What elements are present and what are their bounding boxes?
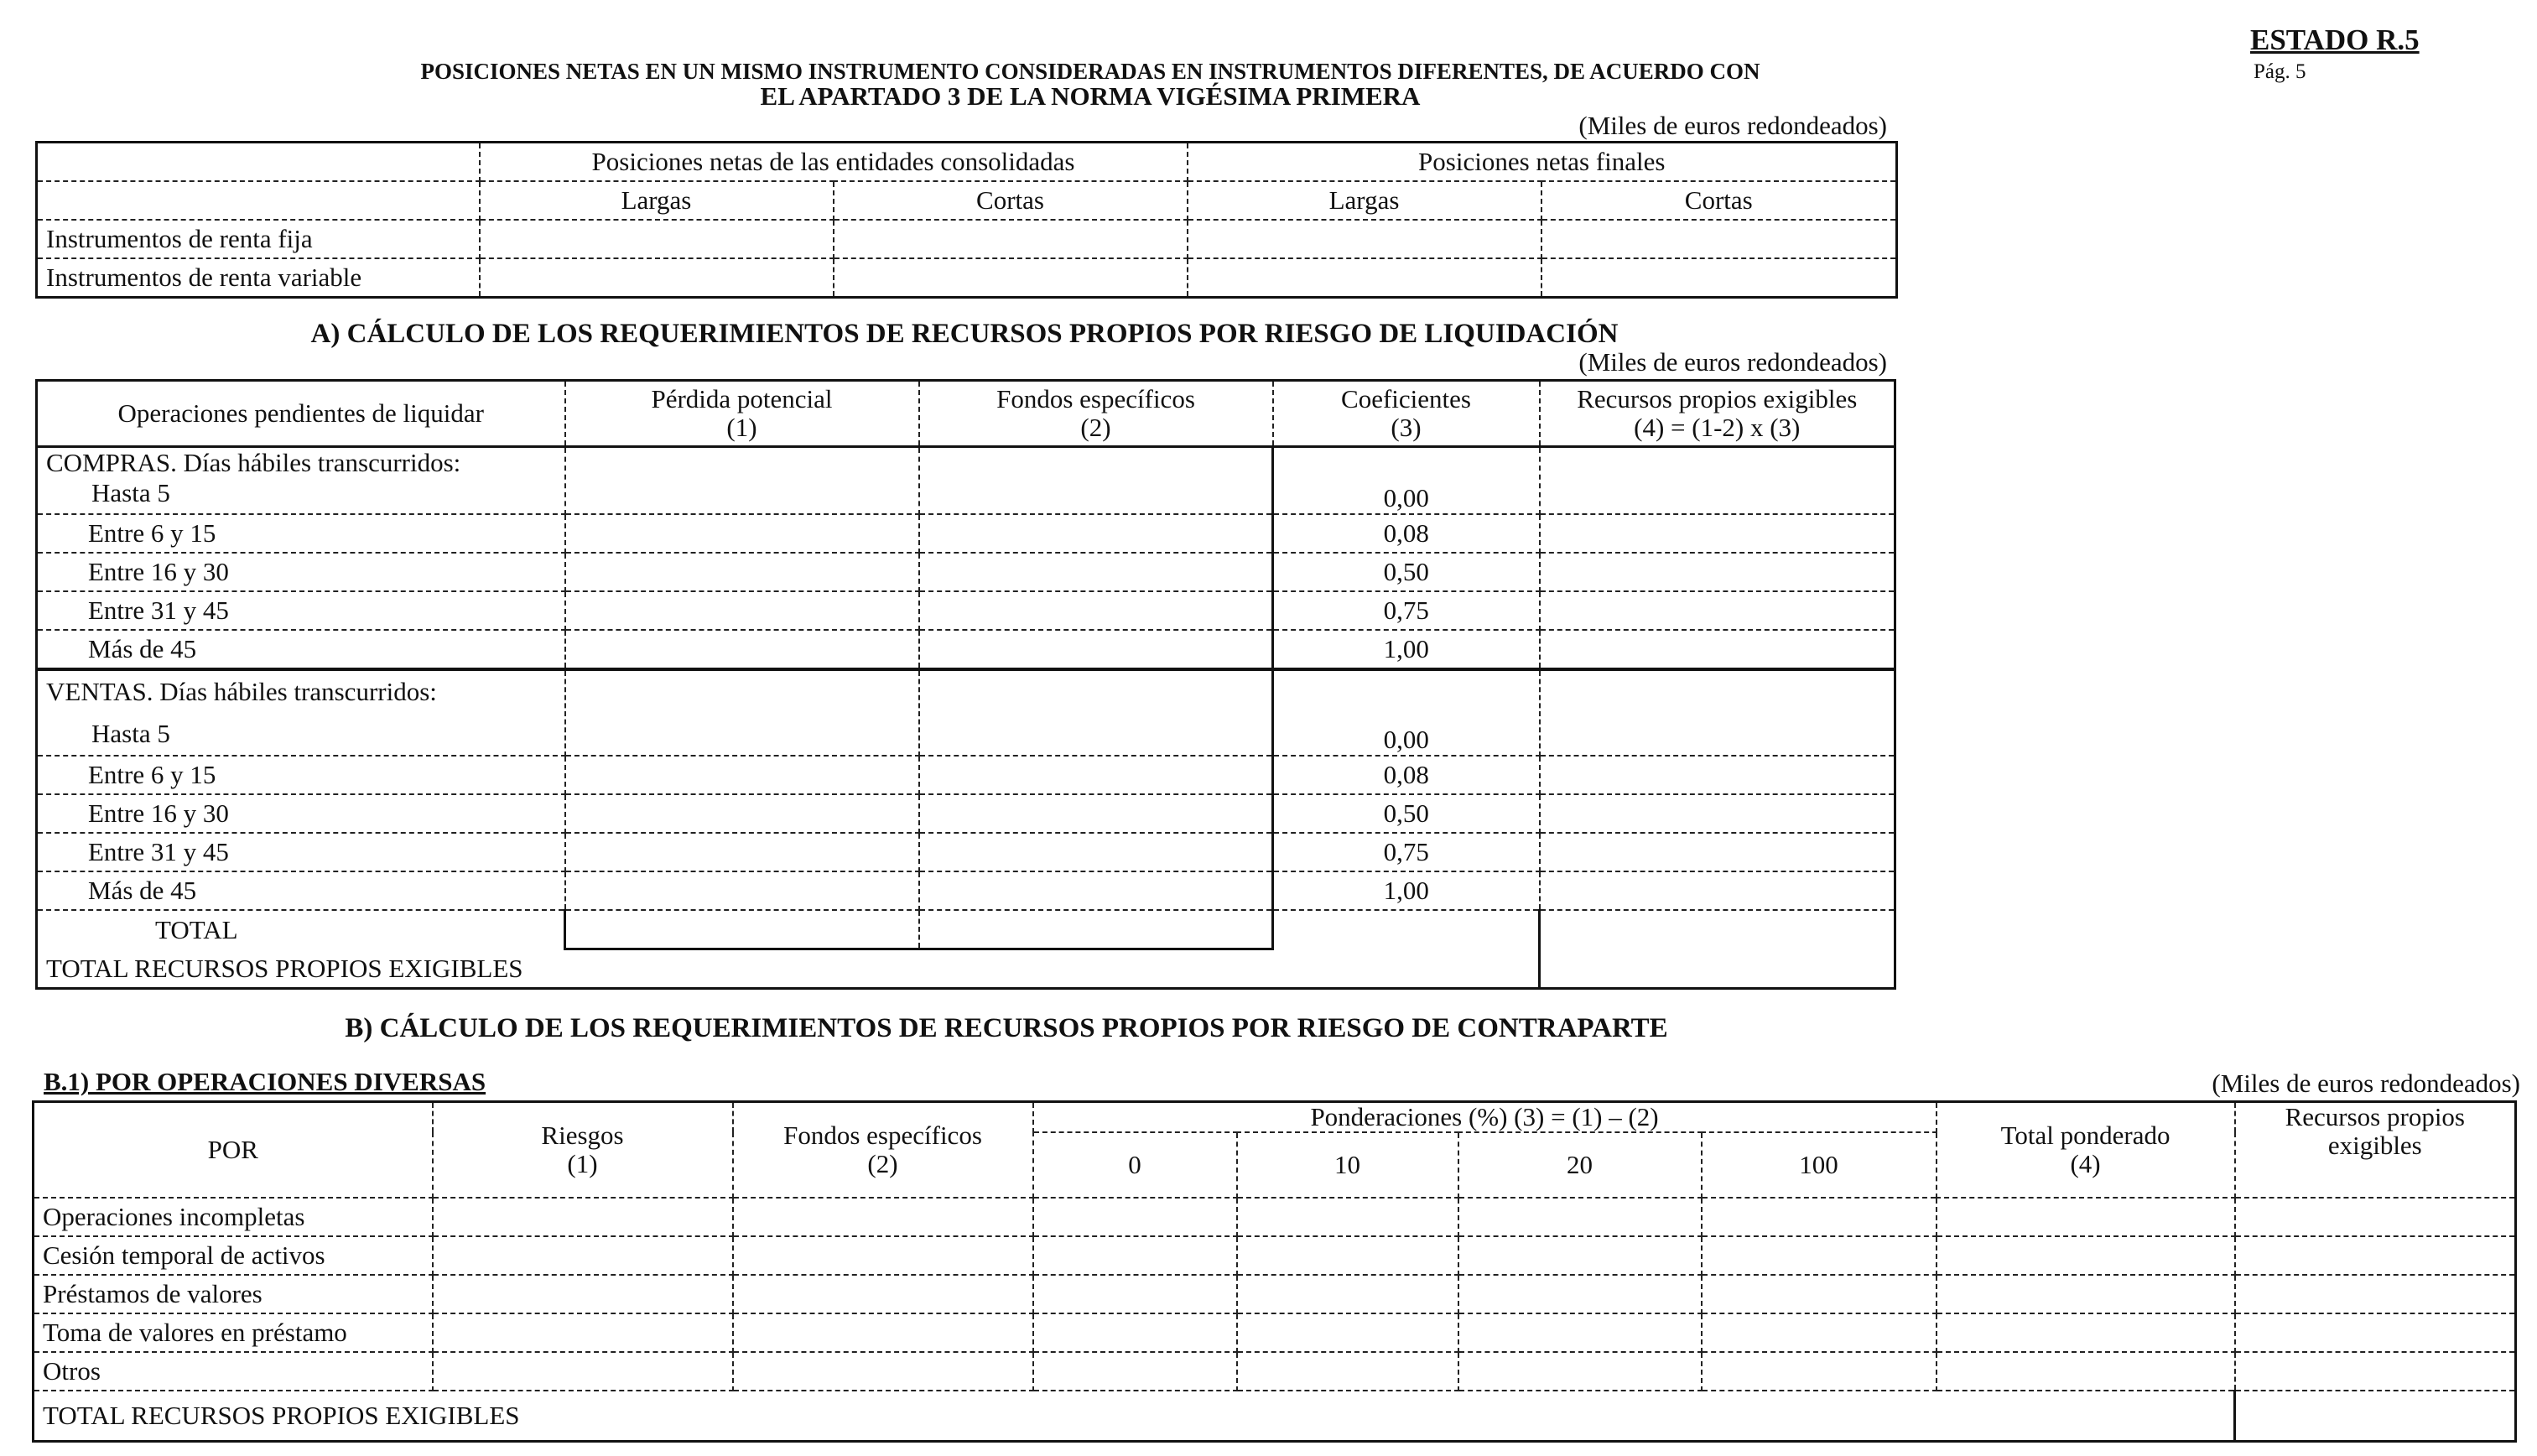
input-cell[interactable] bbox=[919, 591, 1273, 630]
input-cell[interactable] bbox=[1937, 1352, 2235, 1391]
coef-cell: 1,00 bbox=[1273, 871, 1540, 910]
input-cell[interactable] bbox=[1540, 591, 1895, 630]
input-cell[interactable] bbox=[1458, 1275, 1702, 1313]
input-cell[interactable] bbox=[919, 756, 1273, 794]
input-cell[interactable] bbox=[1540, 514, 1895, 553]
positions-table bbox=[35, 141, 1898, 299]
input-cell[interactable] bbox=[433, 1275, 733, 1313]
col-cortas-1: Cortas bbox=[834, 181, 1188, 220]
ventas-row-label: Entre 6 y 15 bbox=[37, 756, 565, 794]
compras-row-label: Entre 6 y 15 bbox=[37, 514, 565, 553]
row-renta-variable: Instrumentos de renta variable bbox=[37, 258, 480, 298]
blank-cell bbox=[1540, 910, 1895, 949]
input-cell[interactable] bbox=[919, 794, 1273, 833]
hdr-perdida-b: (1) bbox=[726, 413, 757, 442]
input-cell[interactable] bbox=[565, 630, 919, 669]
section-a-unit: (Miles de euros redondeados) bbox=[1578, 347, 1887, 377]
input-cell[interactable] bbox=[1937, 1236, 2235, 1275]
input-cell[interactable] bbox=[834, 258, 1188, 298]
page-number: Pág. 5 bbox=[2254, 60, 2306, 83]
hdr-total-a: Total ponderado bbox=[2000, 1121, 2170, 1150]
row-label: Cesión temporal de activos bbox=[34, 1236, 433, 1275]
input-cell[interactable] bbox=[733, 1198, 1033, 1236]
ventas-block bbox=[37, 669, 565, 756]
input-cell[interactable] bbox=[2235, 1198, 2516, 1236]
hdr-coef-a: Coeficientes bbox=[1341, 384, 1471, 413]
doc-title-line1: POSICIONES NETAS EN UN MISMO INSTRUMENTO CONSIDERADAS EN INSTRUMENTOS DIFERENTES, DE ACUERDO CON bbox=[420, 59, 1760, 84]
hdr-p100: 100 bbox=[1702, 1132, 1937, 1198]
hdr-operaciones: Operaciones pendientes de liquidar bbox=[37, 381, 565, 447]
hdr-riesgos-b: (1) bbox=[567, 1149, 598, 1178]
input-cell[interactable] bbox=[1702, 1236, 1937, 1275]
blank-cell bbox=[1273, 910, 1540, 949]
input-cell[interactable] bbox=[1458, 1236, 1702, 1275]
hdr-fondos-b-a: Fondos específicos bbox=[783, 1121, 982, 1150]
input-cell[interactable] bbox=[1540, 630, 1895, 669]
hdr-p0: 0 bbox=[1033, 1132, 1237, 1198]
input-cell[interactable] bbox=[1540, 871, 1895, 910]
ventas-row-label: Entre 16 y 30 bbox=[37, 794, 565, 833]
section-b1-title: B.1) POR OPERACIONES DIVERSAS bbox=[44, 1067, 486, 1096]
input-cell[interactable] bbox=[2235, 1275, 2516, 1313]
input-cell[interactable] bbox=[565, 514, 919, 553]
coef-cell: 0,75 bbox=[1273, 833, 1540, 871]
input-cell[interactable] bbox=[1033, 1352, 1237, 1391]
input-cell[interactable] bbox=[433, 1236, 733, 1275]
input-cell[interactable] bbox=[1033, 1236, 1237, 1275]
hdr-coef-b: (3) bbox=[1391, 413, 1422, 442]
input-cell[interactable] bbox=[919, 871, 1273, 910]
table1-corner-2 bbox=[37, 181, 480, 220]
row-renta-fija: Instrumentos de renta fija bbox=[37, 220, 480, 258]
section-a-title: A) CÁLCULO DE LOS REQUERIMIENTOS DE RECURSOS PROPIOS POR RIESGO DE LIQUIDACIÓN bbox=[310, 319, 1619, 349]
input-cell[interactable] bbox=[733, 1352, 1033, 1391]
coef-cell: 0,00 bbox=[1273, 669, 1540, 756]
hdr-riesgos bbox=[433, 1102, 733, 1199]
input-cell[interactable] bbox=[565, 669, 919, 756]
input-cell[interactable] bbox=[919, 833, 1273, 871]
estado-label: ESTADO R.5 bbox=[2250, 23, 2420, 56]
input-cell[interactable] bbox=[1540, 794, 1895, 833]
input-cell[interactable] bbox=[1541, 258, 1897, 298]
input-cell[interactable] bbox=[919, 447, 1273, 515]
col-largas-2: Largas bbox=[1188, 181, 1541, 220]
hdr-fondos-b: (2) bbox=[1080, 413, 1111, 442]
input-cell[interactable] bbox=[1540, 833, 1895, 871]
compras-row-label: Entre 16 y 30 bbox=[37, 553, 565, 591]
input-cell[interactable] bbox=[565, 833, 919, 871]
input-cell[interactable] bbox=[1541, 220, 1897, 258]
total-rp-cell[interactable] bbox=[1540, 949, 1895, 989]
ventas-row-label: Entre 31 y 45 bbox=[37, 833, 565, 871]
hdr-riesgos-a: Riesgos bbox=[541, 1121, 624, 1150]
hdr-rp-a: Recursos propios bbox=[2285, 1102, 2465, 1131]
compras-row-label: Entre 31 y 45 bbox=[37, 591, 565, 630]
hdr-p10: 10 bbox=[1237, 1132, 1458, 1198]
ventas-row-label: Hasta 5 bbox=[91, 719, 170, 748]
hdr-por: POR bbox=[34, 1102, 433, 1199]
input-cell[interactable] bbox=[1540, 756, 1895, 794]
table1-unit: (Miles de euros redondeados) bbox=[1578, 111, 1887, 140]
input-cell[interactable] bbox=[1237, 1198, 1458, 1236]
total-rp-label: TOTAL RECURSOS PROPIOS EXIGIBLES bbox=[37, 949, 1540, 989]
input-cell[interactable] bbox=[2235, 1236, 2516, 1275]
hdr-ponderaciones: Ponderaciones (%) (3) = (1) – (2) bbox=[1033, 1102, 1937, 1133]
input-cell[interactable] bbox=[2235, 1313, 2516, 1352]
input-cell[interactable] bbox=[1033, 1275, 1237, 1313]
input-cell[interactable] bbox=[1237, 1275, 1458, 1313]
hdr-rp-b: exigibles bbox=[2327, 1131, 2422, 1160]
liquidacion-table bbox=[35, 379, 1896, 990]
compras-label: COMPRAS. Días hábiles transcurridos: bbox=[46, 448, 461, 477]
input-cell[interactable] bbox=[1702, 1313, 1937, 1352]
input-cell[interactable] bbox=[1033, 1313, 1237, 1352]
coef-cell: 0,08 bbox=[1273, 756, 1540, 794]
hdr-fondos-b-b: (2) bbox=[867, 1149, 898, 1178]
coef-cell: 0,75 bbox=[1273, 591, 1540, 630]
doc-title-line2: EL APARTADO 3 DE LA NORMA VIGÉSIMA PRIMERA bbox=[760, 81, 1421, 111]
col-cortas-2: Cortas bbox=[1541, 181, 1897, 220]
input-cell[interactable] bbox=[480, 258, 834, 298]
hdr-fondos bbox=[919, 381, 1273, 447]
input-cell[interactable] bbox=[565, 794, 919, 833]
coef-cell: 0,50 bbox=[1273, 794, 1540, 833]
ventas-row-label: Más de 45 bbox=[37, 871, 565, 910]
compras-row-label: Más de 45 bbox=[37, 630, 565, 669]
hdr-total-b: (4) bbox=[2070, 1149, 2101, 1178]
hdr-coeficientes bbox=[1273, 381, 1540, 447]
input-cell[interactable] bbox=[919, 514, 1273, 553]
input-cell[interactable] bbox=[565, 591, 919, 630]
input-cell[interactable] bbox=[733, 1275, 1033, 1313]
hdr-fondos-b bbox=[733, 1102, 1033, 1199]
coef-cell: 0,50 bbox=[1273, 553, 1540, 591]
input-cell[interactable] bbox=[1540, 553, 1895, 591]
total-fondos-cell[interactable] bbox=[919, 910, 1273, 949]
compras-block bbox=[37, 447, 565, 515]
input-cell[interactable] bbox=[1237, 1313, 1458, 1352]
input-cell[interactable] bbox=[433, 1313, 733, 1352]
input-cell[interactable] bbox=[1033, 1198, 1237, 1236]
input-cell[interactable] bbox=[1702, 1198, 1937, 1236]
group-consolidadas: Posiciones netas de las entidades consolidadas bbox=[480, 143, 1188, 182]
section-b-title: B) CÁLCULO DE LOS REQUERIMIENTOS DE RECURSOS PROPIOS POR RIESGO DE CONTRAPARTE bbox=[345, 1013, 1668, 1043]
input-cell[interactable] bbox=[1188, 220, 1541, 258]
input-cell[interactable] bbox=[834, 220, 1188, 258]
input-cell[interactable] bbox=[919, 553, 1273, 591]
row-label: Toma de valores en préstamo bbox=[34, 1313, 433, 1352]
section-b-unit: (Miles de euros redondeados) bbox=[2212, 1069, 2520, 1098]
input-cell[interactable] bbox=[1937, 1198, 2235, 1236]
input-cell[interactable] bbox=[2235, 1352, 2516, 1391]
hdr-recursos bbox=[1540, 381, 1895, 447]
input-cell[interactable] bbox=[565, 871, 919, 910]
hdr-p20: 20 bbox=[1458, 1132, 1702, 1198]
hdr-rec-a: Recursos propios exigibles bbox=[1577, 384, 1858, 413]
hdr-rp-exigibles bbox=[2235, 1102, 2516, 1199]
input-cell[interactable] bbox=[1937, 1275, 2235, 1313]
row-label: Operaciones incompletas bbox=[34, 1198, 433, 1236]
total-label: TOTAL bbox=[37, 910, 565, 949]
hdr-rec-b: (4) = (1-2) x (3) bbox=[1634, 413, 1801, 442]
input-cell[interactable] bbox=[1458, 1198, 1702, 1236]
hdr-perdida bbox=[565, 381, 919, 447]
input-cell[interactable] bbox=[480, 220, 834, 258]
input-cell[interactable] bbox=[1702, 1275, 1937, 1313]
row-label: Préstamos de valores bbox=[34, 1275, 433, 1313]
input-cell[interactable] bbox=[1188, 258, 1541, 298]
input-cell[interactable] bbox=[433, 1352, 733, 1391]
input-cell[interactable] bbox=[733, 1313, 1033, 1352]
input-cell[interactable] bbox=[433, 1198, 733, 1236]
hdr-fondos-a: Fondos específicos bbox=[996, 384, 1195, 413]
input-cell[interactable] bbox=[1937, 1313, 2235, 1352]
input-cell[interactable] bbox=[919, 630, 1273, 669]
input-cell[interactable] bbox=[1540, 669, 1895, 756]
total-rp-b-label: TOTAL RECURSOS PROPIOS EXIGIBLES bbox=[34, 1391, 2235, 1442]
input-cell[interactable] bbox=[919, 669, 1273, 756]
table1-corner bbox=[37, 143, 480, 182]
input-cell[interactable] bbox=[565, 756, 919, 794]
input-cell[interactable] bbox=[733, 1236, 1033, 1275]
col-largas-1: Largas bbox=[480, 181, 834, 220]
input-cell[interactable] bbox=[1702, 1352, 1937, 1391]
coef-cell: 1,00 bbox=[1273, 630, 1540, 669]
group-finales: Posiciones netas finales bbox=[1188, 143, 1897, 182]
input-cell[interactable] bbox=[565, 553, 919, 591]
total-rp-b-cell[interactable] bbox=[2235, 1391, 2516, 1442]
input-cell[interactable] bbox=[1237, 1352, 1458, 1391]
hdr-total-ponderado bbox=[1937, 1102, 2235, 1199]
coef-cell: 0,08 bbox=[1273, 514, 1540, 553]
input-cell[interactable] bbox=[1237, 1236, 1458, 1275]
input-cell[interactable] bbox=[565, 447, 919, 515]
compras-row-label: Hasta 5 bbox=[91, 478, 170, 507]
ventas-label: VENTAS. Días hábiles transcurridos: bbox=[46, 677, 437, 706]
input-cell[interactable] bbox=[1458, 1352, 1702, 1391]
total-perdida-cell[interactable] bbox=[565, 910, 919, 949]
contraparte-table bbox=[32, 1100, 2517, 1443]
input-cell[interactable] bbox=[1540, 447, 1895, 515]
row-label: Otros bbox=[34, 1352, 433, 1391]
coef-cell: 0,00 bbox=[1273, 447, 1540, 515]
input-cell[interactable] bbox=[1458, 1313, 1702, 1352]
hdr-perdida-a: Pérdida potencial bbox=[651, 384, 833, 413]
